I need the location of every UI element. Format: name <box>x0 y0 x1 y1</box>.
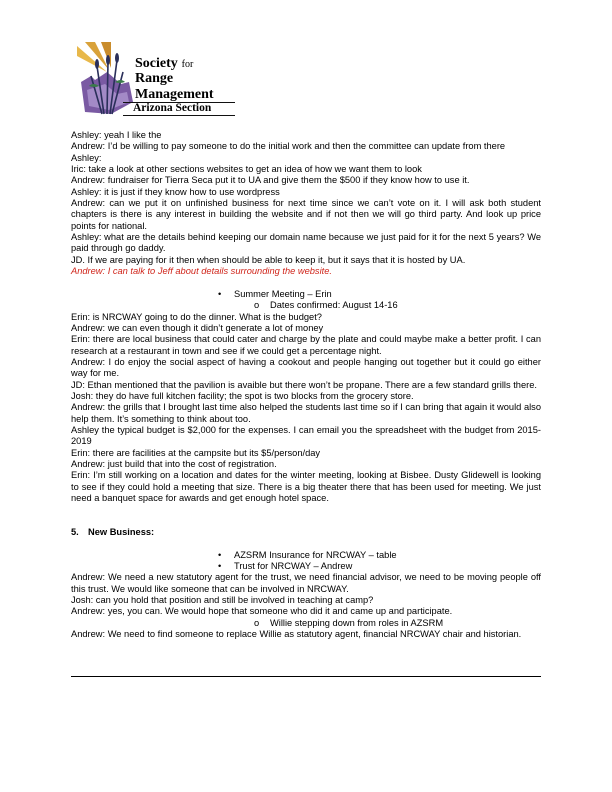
minutes-line: Andrew: We need to find someone to replace Willie as statutory agent, financial NRCWAY chair and historian. <box>71 629 522 640</box>
bullet-icon: • <box>218 288 222 299</box>
minutes-line: Ashley: it is just if they know how to use wordpress <box>71 186 280 197</box>
minutes-line: Erin: is NRCWAY going to do the dinner. What is the budget? <box>71 311 322 322</box>
minutes-line: Andrew: I do enjoy the social aspect of having a cookout and people hanging out together but it could go either way for me. <box>71 356 541 379</box>
bottom-rule <box>71 676 541 677</box>
bullet-summer-meeting: • Summer Meeting – Erin <box>218 288 332 299</box>
logo-management: Management <box>135 87 214 102</box>
minutes-line: Josh: can you hold that position and still be involved in teaching at camp? <box>71 595 374 606</box>
minutes-line: Andrew: fundraiser for Tierra Seca put it to UA and give them the $500 if they know how to use it. <box>71 175 470 186</box>
minutes-line: JD: Ethan mentioned that the pavilion is avaible but there won’t be propane. There are a few standard grills there. <box>71 379 537 390</box>
minutes-line: Ashley: <box>71 152 102 163</box>
logo-society: Society for <box>135 56 194 71</box>
bullet-insurance: • AZSRM Insurance for NRCWAY – table <box>218 549 397 560</box>
minutes-line: Ashley: yeah I like the <box>71 130 162 140</box>
minutes-line: Ashley: what are the details behind keeping our domain name because we just paid for it for the next 5 years? We paid through go daddy. <box>71 232 541 254</box>
bullet-icon: • <box>218 549 222 560</box>
logo-range: Range <box>135 71 174 86</box>
minutes-line: JD. If we are paying for it then when should be able to keep it, but it says that it is hosted by UA. <box>71 254 466 265</box>
circle-bullet-icon: o <box>254 617 260 628</box>
action-item: Andrew: I can talk to Jeff about details surrounding the website. <box>71 266 332 277</box>
minutes-line: Erin: I’m still working on a location and dates for the winter meeting, looking at Bisbee. Dusty Glidewell is looking to see if they could hold a meeting that size. There is a big theater there that has been used for meeting. We just need a banquet space for awards and get enough hotel space. <box>71 470 541 503</box>
minutes-line: Andrew: We need a new statutory agent for the trust, we need financial advisor, we need to be moving people off this trust. We would like someone that can be involved in NRCWAY. <box>71 572 541 594</box>
minutes-content <box>71 130 541 640</box>
logo-section: Arizona Section <box>133 102 212 114</box>
bullet-icon: • <box>218 561 222 572</box>
minutes-line: Andrew: we can even though it didn’t generate a lot of money <box>71 322 324 333</box>
sub-bullet-willie: o Willie stepping down from roles in AZSRM <box>254 617 444 628</box>
sub-bullet-dates: o Dates confirmed: August 14-16 <box>254 300 398 311</box>
minutes-line: Ashley the typical budget is $2,000 for the expenses. I can email you the spreadsheet with the budget from 2015-2019 <box>71 424 541 447</box>
bullet-trust: • Trust for NRCWAY – Andrew <box>218 561 353 572</box>
society-logo <box>77 42 237 116</box>
section-heading-new-business: 5. New Business: <box>71 527 155 538</box>
minutes-line: Erin: there are facilities at the campsite but its $5/person/day <box>71 447 321 458</box>
minutes-line: Andrew: I’d be willing to pay someone to do the initial work and then the committee can update from there <box>71 141 506 152</box>
minutes-line: Andrew: can we put it on unfinished business for next time since we can’t vote on it. I will ask both student chapters is there is any interest in building the website and if not then we will go third party. And look up price points for national. <box>71 198 541 231</box>
minutes-line: Andrew: the grills that I brought last time also helped the students last time so if I can bring that again it would also help them. It’s something to think about too. <box>71 402 541 424</box>
minutes-line: Erin: there are local business that could cater and charge by the plate and could maybe make a better profit. I can research at a restaurant in town and see if we could get a percentage night. <box>71 334 541 356</box>
minutes-line: Andrew: yes, you can. We would hope that someone who did it and came up and participate. <box>71 606 453 617</box>
minutes-line: Andrew: just build that into the cost of registration. <box>71 458 277 469</box>
minutes-line: Iric: take a look at other sections websites to get an idea of how we want them to look <box>71 164 422 175</box>
minutes-line: Josh: they do have full kitchen facility; the spot is two blocks from the grocery store. <box>71 390 414 401</box>
circle-bullet-icon: o <box>254 300 260 311</box>
